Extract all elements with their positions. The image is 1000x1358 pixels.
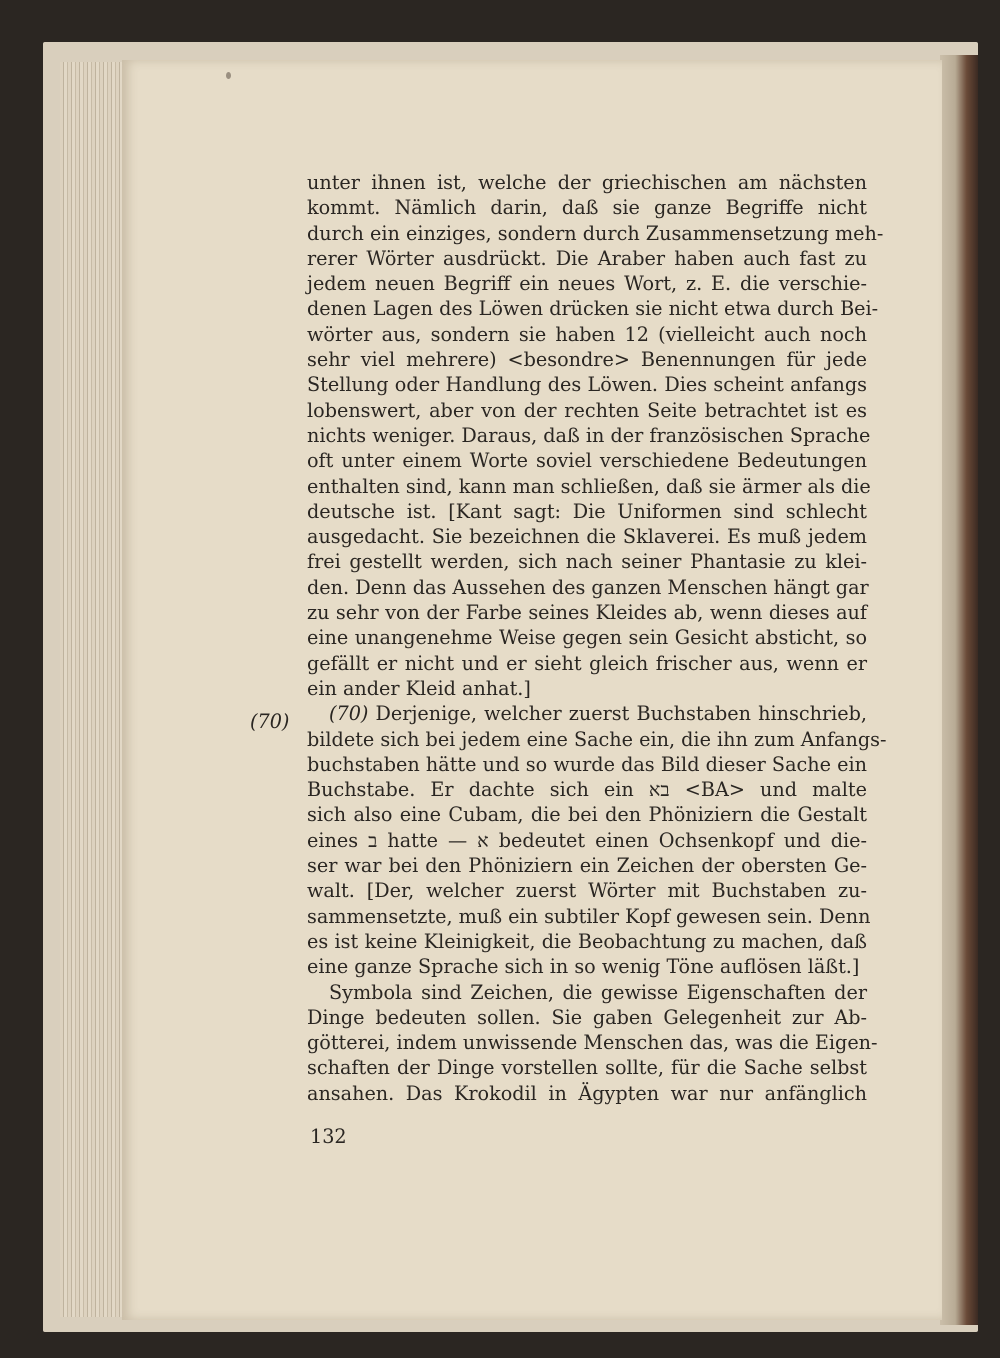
text-line: Stellung oder Handlung des Löwen. Dies scheint anfangs [307,373,867,397]
text-line: ein ander Kleid anhat.] [307,676,531,700]
right-page-edge [940,55,978,1325]
paragraph-70-first-line [307,701,867,726]
text-line: unter ihnen ist, welche der griechischen am nächsten [307,171,867,194]
text-line: rerer Wörter ausdrückt. Die Araber haben auch fast zu [307,246,867,270]
margin-paragraph-number: (70) [250,710,290,733]
text-line: buchstaben hätte und so wurde das Bild dieser Sache ein [307,752,867,776]
page-body-text [307,170,887,1106]
text-line: Dinge bedeuten sollen. Sie gaben Gelegenheit zur Ab- [307,1005,867,1029]
text-line: enthalten sind, kann man schließen, daß sie ärmer als die [307,474,871,498]
page-number: 132 [310,1125,347,1148]
text-line: eine unangenehme Weise gegen sein Gesicht absticht, so [307,626,867,650]
text-line: bildete sich bei jedem eine Sache ein, die ihn zum Anfangs- [307,727,887,751]
paragraph-number: (70) [329,702,369,726]
text-line: eines ב hatte — א bedeutet einen Ochsenkopf und die- [307,828,867,852]
paragraph-symbola-first-line: Symbola sind Zeichen, die gewisse Eigenschaften der [329,980,867,1004]
text-line: frei gestellt werden, sich nach seiner Phantasie zu klei- [307,550,867,574]
text-line: oft unter einem Worte soviel verschiedene Bedeutungen [307,449,867,473]
text-line: kommt. Nämlich darin, daß sie ganze Begriffe nicht [307,196,867,220]
text-line: eine ganze Sprache sich in so wenig Töne auflösen läßt.] [307,955,860,979]
text-line: gefällt er nicht und er sieht gleich frischer aus, wenn er [307,651,867,675]
text-line: den. Denn das Aussehen des ganzen Menschen hängt gar [307,575,869,599]
text-line: sammensetzte, muß ein subtiler Kopf gewesen sein. Denn [307,904,871,928]
text-line: ansahen. Das Krokodil in Ägypten war nur anfänglich [307,1081,867,1105]
text-line: götterei, indem unwissende Menschen das, was die Eigen- [307,1031,878,1055]
text-line: nichts weniger. Daraus, daß in der französischen Sprache [307,423,871,447]
text-line: es ist keine Kleinigkeit, die Beobachtung zu machen, daß [307,929,867,953]
text-line: zu sehr von der Farbe seines Kleides ab, wenn dieses auf [307,601,867,625]
text-line: jedem neuen Begriff ein neues Wort, z. E. die verschie- [307,272,867,296]
text-line: lobenswert, aber von der rechten Seite betrachtet ist es [307,398,867,422]
text-line: walt. [Der, welcher zuerst Wörter mit Buchstaben zu- [307,879,867,903]
page-stack-edge [60,62,122,1317]
text-line: deutsche ist. [Kant sagt: Die Uniformen sind schlecht [307,499,867,523]
text-line: schaften der Dinge vorstellen sollte, für die Sache selbst [307,1056,867,1080]
text-line: ausgedacht. Sie bezeichnen die Sklaverei. Es muß jedem [307,525,867,549]
text-line: Buchstabe. Er dachte sich ein בא <BA> und malte [307,778,867,802]
paragraph-text: Derjenige, welcher zuerst Buchstaben hinschrieb, [375,702,867,726]
text-line: denen Lagen des Löwen drücken sie nicht etwa durch Bei- [307,297,879,321]
text-line: sehr viel mehrere) <besondre> Benennungen für jede [307,348,867,372]
text-line: sich also eine Cubam, die bei den Phöniziern die Gestalt [307,803,867,827]
text-line: ser war bei den Phöniziern ein Zeichen der obersten Ge- [307,854,867,878]
text-line: wörter aus, sondern sie haben 12 (vielleicht auch noch [307,322,867,346]
paper-speck [226,72,231,79]
text-line: durch ein einziges, sondern durch Zusammensetzung meh- [307,221,884,245]
